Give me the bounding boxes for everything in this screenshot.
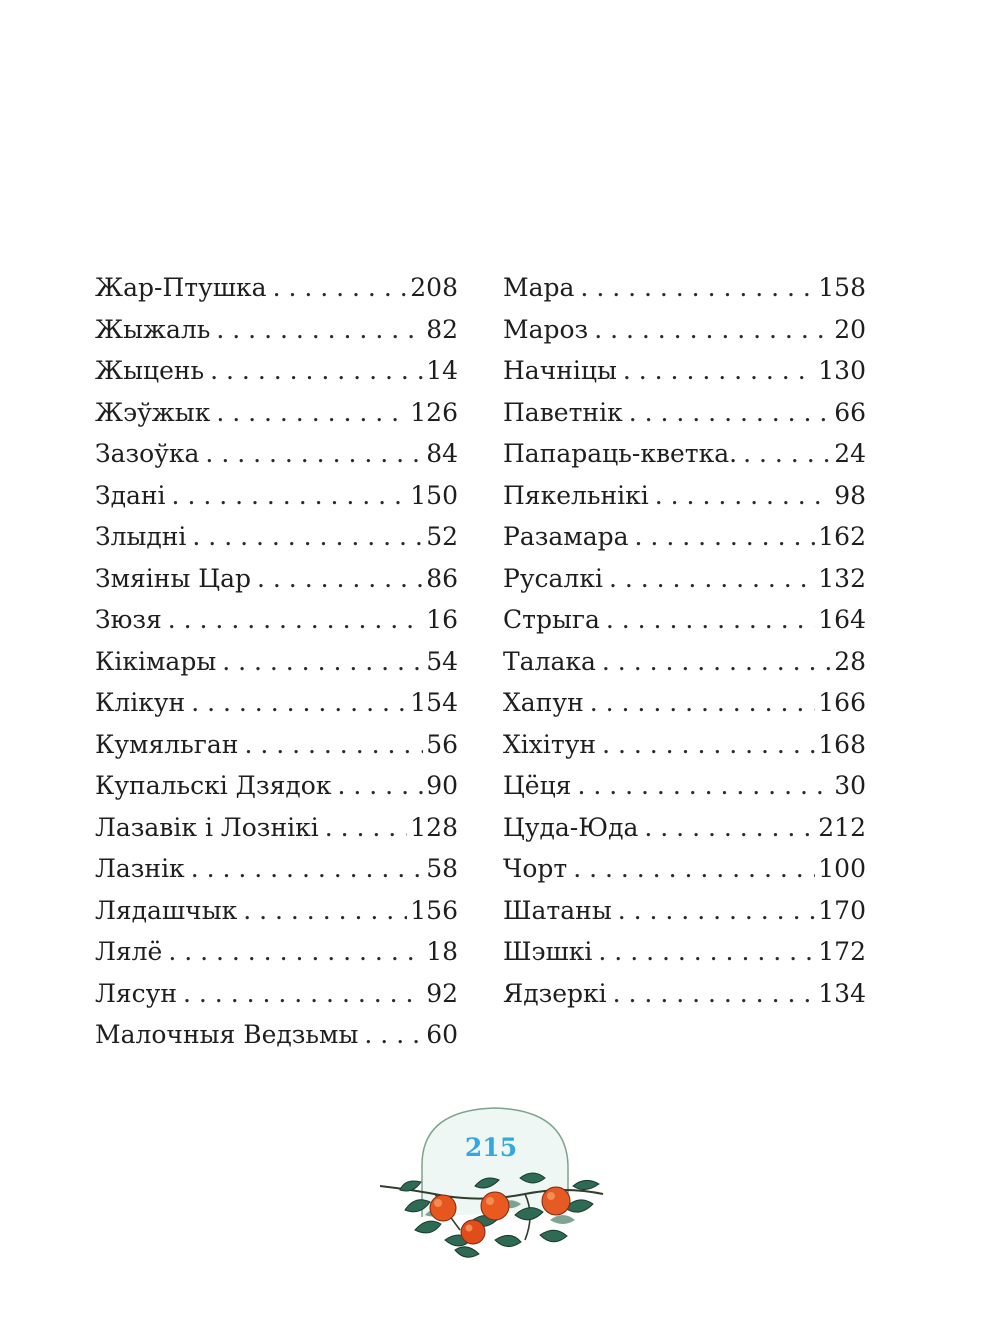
index-entry [95,890,458,932]
entry-page-number: 158 [818,273,866,302]
index-entry [95,599,458,641]
entry-name: Цуда-Юда [503,812,639,842]
entry-name: Стрыга [503,605,600,634]
dot-leader [598,931,815,973]
index-entry [503,433,866,475]
index-entry [95,765,458,807]
entry-page-number: 164 [818,605,866,634]
index-entry [503,267,866,309]
index-entry [503,350,866,392]
entry-name: Здані [95,480,166,510]
entry-name: Жэўжык [95,397,211,427]
dot-leader [257,558,423,600]
dot-leader [644,807,815,849]
entry-name: Шэшкі [503,937,593,966]
dot-leader [580,267,815,309]
entry-page-number: 92 [426,978,458,1008]
entry-page-number: 150 [410,480,458,510]
dot-leader [244,724,423,766]
dot-leader [273,267,408,309]
entry-name: Лазнік [95,854,185,883]
entry-name: Злыдні [95,522,187,551]
entry-page-number: 18 [426,937,458,966]
index-entry [503,641,866,683]
index-entry [503,309,866,351]
entry-name: Папараць-кветка. [503,439,738,468]
index-entry [503,475,866,517]
entry-name: Лазавік і Лознікі [95,812,319,842]
dot-leader [590,682,816,724]
entry-page-number: 86 [426,563,458,593]
dot-leader [613,973,816,1015]
dot-leader [623,350,815,392]
entry-page-number: 84 [426,439,458,468]
entry-name: Мароз [503,314,589,344]
entry-page-number: 14 [426,356,458,385]
entry-name: Змяіны Цар [95,563,252,593]
index-entry [95,558,458,600]
dot-leader [655,475,831,517]
entry-page-number: 54 [426,646,458,676]
index-entry [503,392,866,434]
dot-leader [216,392,407,434]
entry-name: Паветнік [503,397,623,427]
entry-name: Начніцы [503,356,617,385]
page-number: 215 [464,1133,518,1162]
entry-name: Талака [503,646,596,676]
entry-name: Лясун [95,978,178,1008]
dot-leader [192,516,423,558]
dot-leader [594,309,831,351]
entry-page-number: 154 [410,688,458,717]
index-entry [95,931,458,973]
entry-page-number: 30 [834,771,866,800]
index-entry [503,848,866,890]
index-entry [503,807,866,849]
entry-page-number: 60 [426,1020,458,1049]
index-entry [95,309,458,351]
index-entry [95,848,458,890]
dot-leader [609,558,815,600]
entry-name: Жыцень [95,356,205,385]
dot-leader [325,807,408,849]
index-entry [503,516,866,558]
entry-page-number: 134 [818,978,866,1008]
entry-page-number: 28 [834,646,866,676]
index-entry [503,765,866,807]
entry-name: Мара [503,273,575,302]
entry-page-number: 212 [818,812,866,842]
entry-page-number: 20 [834,314,866,344]
entry-name: Разамара [503,522,629,551]
index-entry [95,267,458,309]
dot-leader [364,1014,423,1056]
dot-leader [338,765,424,807]
entry-page-number: 58 [426,854,458,883]
dot-leader [606,599,815,641]
entry-name: Зазоўка [95,439,200,468]
index-entry [95,433,458,475]
dot-leader [205,433,423,475]
dot-leader [191,848,424,890]
entry-name: Малочныя Ведзьмы [95,1020,359,1049]
index-entry [503,973,866,1015]
entry-page-number: 56 [426,729,458,759]
index-entry [503,931,866,973]
index-right-column [503,267,866,1014]
entry-page-number: 90 [426,771,458,800]
entry-name: Ядзеркі [503,978,607,1008]
dot-leader [743,433,831,475]
index-entry [95,641,458,683]
dot-leader [210,350,423,392]
entry-name: Хіхітун [503,729,597,759]
entry-page-number: 172 [818,937,866,966]
entry-page-number: 162 [818,522,866,551]
entry-name: Русалкі [503,563,603,593]
index-left-column [95,267,458,1056]
index-entry [95,392,458,434]
index-entry [95,475,458,517]
entry-name: Лядашчык [95,895,238,925]
dot-leader [602,724,815,766]
entry-page-number: 156 [410,895,458,925]
entry-name: Купальскі Дзядок [95,771,332,800]
index-entry [503,890,866,932]
entry-page-number: 128 [410,812,458,842]
index-entry [503,558,866,600]
dot-leader [168,931,423,973]
dot-leader [577,765,831,807]
index-entry [95,724,458,766]
index-entry [95,350,458,392]
index-entry [95,516,458,558]
entry-page-number: 126 [410,397,458,427]
entry-page-number: 82 [426,314,458,344]
entry-page-number: 208 [410,273,458,302]
entry-name: Зюзя [95,605,162,634]
dot-leader [172,475,408,517]
dot-leader [216,309,423,351]
entry-name: Жыжаль [95,314,211,344]
entry-page-number: 170 [818,895,866,925]
index-entry [95,682,458,724]
dot-leader [243,890,407,932]
dot-leader [191,682,407,724]
dot-leader [629,392,831,434]
entry-name: Кумяльган [95,729,239,759]
index-entry [95,973,458,1015]
index-entry [503,599,866,641]
entry-name: Жар-Птушка [95,273,267,302]
dot-leader [183,973,423,1015]
entry-page-number: 52 [426,522,458,551]
entry-page-number: 66 [834,397,866,427]
entry-name: Кікімары [95,646,217,676]
dot-leader [222,641,423,683]
entry-page-number: 166 [818,688,866,717]
index-entry [95,807,458,849]
entry-name: Цёця [503,771,572,800]
entry-page-number: 100 [818,854,866,883]
index-entry [503,682,866,724]
dot-leader [602,641,831,683]
dot-leader [618,890,816,932]
entry-page-number: 24 [834,439,866,468]
entry-page-number: 130 [818,356,866,385]
entry-page-number: 168 [818,729,866,759]
entry-name: Шатаны [503,895,612,925]
entry-page-number: 132 [818,563,866,593]
entry-name: Пякельнікі [503,480,649,510]
index-entry [503,724,866,766]
entry-name: Хапун [503,688,584,717]
entry-page-number: 98 [834,480,866,510]
entry-name: Чорт [503,854,568,883]
dot-leader [573,848,815,890]
entry-page-number: 16 [426,605,458,634]
entry-name: Клікун [95,688,186,717]
entry-name: Лялё [95,937,163,966]
dot-leader [635,516,816,558]
index-entry [95,1014,458,1056]
dot-leader [168,599,423,641]
orange-branch-icon [375,1090,615,1280]
